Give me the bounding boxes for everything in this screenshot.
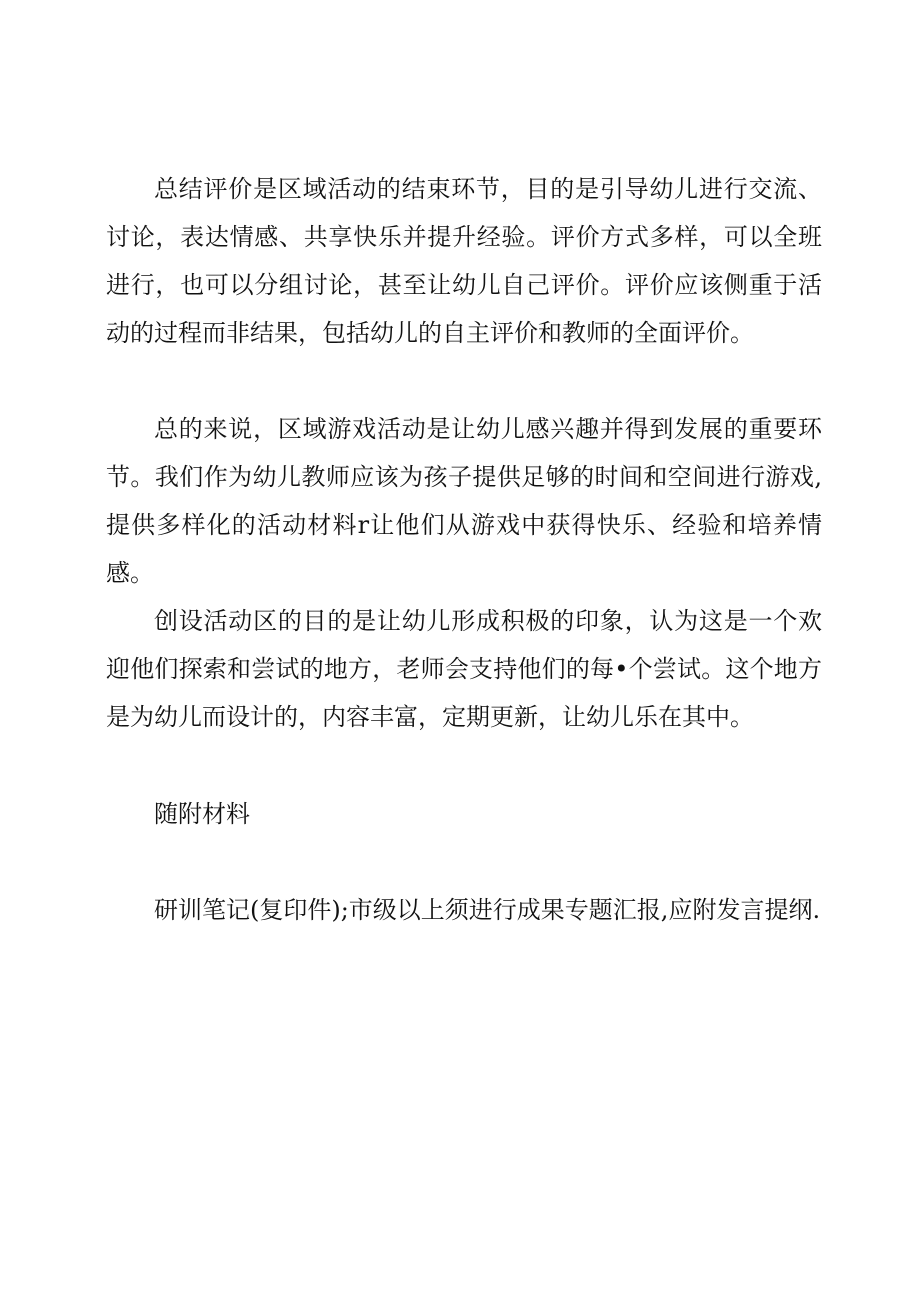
paragraph-activity-area-purpose: 创设活动区的目的是让幼儿形成积极的印象，认为这是一个欢迎他们探索和尝试的地方，老师会支持他们的每•个尝试。这个地方是为幼儿而设计的，内容丰富，定期更新，让幼儿乐在其中。 — [106, 607, 822, 731]
paragraph-conclusion: 总的来说，区域游戏活动是让幼儿感兴趣并得到发展的重要环节。我们作为幼儿教师应该为孩子提供足够的时间和空间进行游戏,提供多样化的活动材料r让他们从游戏中获得快乐、经验和培养情感。 — [106, 415, 822, 587]
attached-materials-heading: 随附材料 — [154, 800, 250, 828]
paragraph-summary-evaluation: 总结评价是区域活动的结束环节，目的是引导幼儿进行交流、讨论，表达情感、共享快乐并提升经验。评价方式多样，可以全班进行，也可以分组讨论，甚至让幼儿自己评价。评价应该侧重于活动的过程而非结果，包括幼儿的自主评价和教师的全面评价。 — [106, 175, 822, 347]
paragraph-attached-materials: 研训笔记(复印件);市级以上须进行成果专题汇报,应附发言提纲. — [154, 896, 821, 924]
